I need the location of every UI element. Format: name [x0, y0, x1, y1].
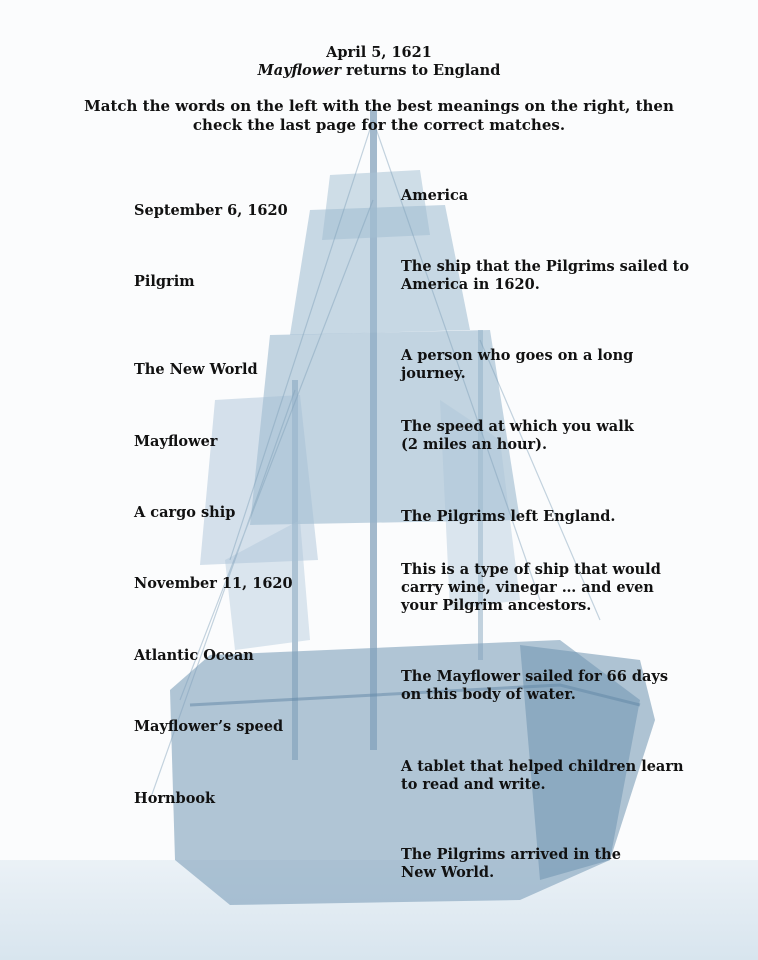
term-mayflower-speed: Mayflower’s speed — [134, 718, 284, 735]
definition-cargo-line-3: your Pilgrim ancestors. — [401, 597, 592, 614]
definition-tablet-line-2: to read and write. — [401, 776, 546, 793]
definition-america: America — [401, 187, 469, 204]
worksheet-date: April 5, 1621 — [326, 44, 432, 61]
definition-arrived-line-2: New World. — [401, 864, 495, 881]
subtitle-rest: returns to England — [341, 62, 501, 79]
term-cargo-ship: A cargo ship — [134, 504, 236, 521]
worksheet-subtitle — [0, 62, 758, 80]
definition-ocean-line-1: The Mayflower sailed for 66 days — [401, 668, 669, 685]
definition-cargo-line-1: This is a type of ship that would — [401, 561, 661, 578]
definition-speed-line-2: (2 miles an hour). — [401, 436, 548, 453]
definition-tablet-line-1: A tablet that helped children learn — [401, 758, 684, 775]
definition-person-line-1: A person who goes on a long — [401, 347, 634, 364]
definition-arrived-line-1: The Pilgrims arrived in the — [401, 846, 621, 863]
definition-person-line-2: journey. — [401, 365, 466, 382]
term-pilgrim: Pilgrim — [134, 273, 195, 290]
instructions-line-2: check the last page for the correct matches. — [192, 116, 566, 134]
definition-ocean-line-2: on this body of water. — [401, 686, 576, 703]
subtitle-ship-name: Mayflower — [257, 62, 342, 79]
definition-speed-line-1: The speed at which you walk — [401, 418, 634, 435]
definition-left-england: The Pilgrims left England. — [401, 508, 616, 525]
term-new-world: The New World — [134, 361, 258, 378]
instructions-line-1: Match the words on the left with the best meanings on the right, then — [84, 97, 674, 115]
definition-ship-line-1: The ship that the Pilgrims sailed to — [401, 258, 690, 275]
term-hornbook: Hornbook — [134, 790, 216, 807]
term-november-11-1620: November 11, 1620 — [134, 575, 293, 592]
term-mayflower: Mayflower — [134, 433, 218, 450]
term-atlantic-ocean: Atlantic Ocean — [134, 647, 254, 664]
definition-cargo-line-2: carry wine, vinegar … and even — [401, 579, 654, 596]
term-september-6-1620: September 6, 1620 — [134, 202, 288, 219]
definition-ship-line-2: America in 1620. — [401, 276, 540, 293]
